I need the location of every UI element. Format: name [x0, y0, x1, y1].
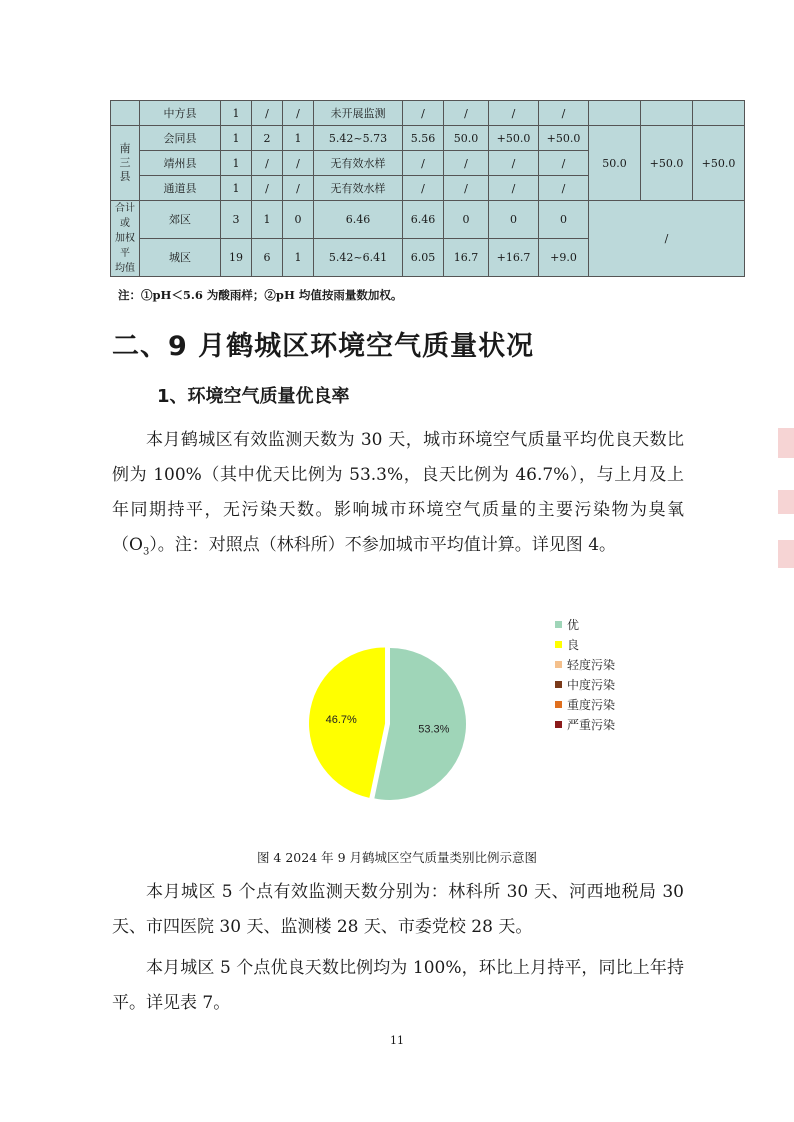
table-cell: /	[283, 176, 314, 201]
table-row	[111, 201, 745, 239]
legend-label: 重度污染	[567, 698, 616, 712]
subsection-heading: 1、环境空气质量优良率	[157, 386, 350, 407]
table-note: 注：①pH＜5.6 为酸雨样；②pH 均值按雨量数加权。	[118, 288, 403, 302]
table-cell: +16.7	[489, 239, 539, 277]
table-cell	[693, 101, 745, 126]
table-cell: 城区	[140, 239, 221, 277]
table-cell: 0	[489, 201, 539, 239]
section-heading: 二、9 月鹤城区环境空气质量状况	[112, 331, 535, 362]
table-cell: /	[283, 101, 314, 126]
table-cell: /	[444, 151, 489, 176]
legend-label: 严重污染	[567, 718, 616, 732]
table-cell: 无有效水样	[314, 151, 403, 176]
table-cell: 郊区	[140, 201, 221, 239]
table-cell: /	[283, 151, 314, 176]
table-row	[111, 126, 745, 151]
legend-label: 良	[567, 638, 580, 652]
table-cell: +50.0	[693, 126, 745, 201]
table-cell: /	[403, 151, 444, 176]
table-cell: +50.0	[539, 126, 589, 151]
table-cell: 1	[221, 151, 252, 176]
table-cell: 会同县	[140, 126, 221, 151]
table-cell: /	[489, 101, 539, 126]
legend-label: 轻度污染	[567, 658, 616, 672]
table-cell: 6	[252, 239, 283, 277]
legend-label: 中度污染	[567, 678, 616, 692]
figure-caption: 图 4 2024 年 9 月鹤城区空气质量类别比例示意图	[256, 850, 538, 865]
table-cell: /	[589, 201, 745, 277]
pie-slice-label: 46.7%	[325, 713, 357, 726]
paragraph-good-days-ratio: 本月城区 5 个点优良天数比例均为 100%，环比上月持平，同比上年持平。详见表 7。	[112, 958, 684, 1013]
legend-swatch	[555, 701, 562, 708]
table-cell	[111, 101, 140, 126]
stamp-fragment	[778, 428, 794, 458]
legend-swatch	[555, 641, 562, 648]
table-cell: 南 三 县	[111, 126, 140, 201]
table-cell: 靖州县	[140, 151, 221, 176]
table-cell: /	[539, 151, 589, 176]
pie-slice-label: 53.3%	[418, 723, 450, 736]
table-cell: 50.0	[589, 126, 641, 201]
table-cell: 5.42~5.73	[314, 126, 403, 151]
table-cell: 19	[221, 239, 252, 277]
table-cell: 通道县	[140, 176, 221, 201]
table-cell: 3	[221, 201, 252, 239]
page-number: 11	[390, 1034, 404, 1047]
paragraph-aqi-summary: 本月鹤城区有效监测天数为 30 天，城市环境空气质量平均优良天数比例为 100%（其中优天比例为 53.3%，良天比例为 46.7%），与上月及上年同期持平，无污染天数。影响城市环境空气质量的主要污染物为臭氧$(O_3)$。注：对照点（林科所）不参加城市平均值计算。详见图 4。	[112, 430, 684, 558]
legend-swatch	[555, 661, 562, 668]
stamp-fragment	[778, 540, 794, 568]
rainfall-table	[110, 100, 745, 277]
table-cell: 1	[221, 126, 252, 151]
table-cell: 1	[221, 101, 252, 126]
table-cell: /	[489, 151, 539, 176]
table-cell: 1	[283, 126, 314, 151]
legend-label: 优	[567, 618, 580, 632]
table-cell	[589, 101, 641, 126]
table-cell: 1	[252, 201, 283, 239]
table-cell: +9.0	[539, 239, 589, 277]
table-cell: /	[252, 101, 283, 126]
legend-swatch	[555, 621, 562, 628]
table-cell: /	[489, 176, 539, 201]
table-cell: 1	[283, 239, 314, 277]
legend-swatch	[555, 721, 562, 728]
table-cell: 0	[444, 201, 489, 239]
table-cell: /	[539, 176, 589, 201]
table-cell: 5.42~6.41	[314, 239, 403, 277]
table-cell: 0	[283, 201, 314, 239]
table-cell: /	[252, 176, 283, 201]
table-cell: /	[403, 101, 444, 126]
table-cell: +50.0	[489, 126, 539, 151]
table-cell: 6.05	[403, 239, 444, 277]
table-cell: /	[539, 101, 589, 126]
table-cell: 1	[221, 176, 252, 201]
table-cell: 6.46	[314, 201, 403, 239]
table-cell: /	[444, 101, 489, 126]
table-cell: 5.56	[403, 126, 444, 151]
paragraph-monitoring-days: 本月城区 5 个点有效监测天数分别为：林科所 30 天、河西地税局 30 天、市四医院 30 天、监测楼 28 天、市委党校 28 天。	[112, 882, 684, 937]
table-cell: 0	[539, 201, 589, 239]
table-cell: 中方县	[140, 101, 221, 126]
stamp-fragment	[778, 490, 794, 514]
table-cell: 50.0	[444, 126, 489, 151]
table-cell: 合计或 加权平 均值	[111, 201, 140, 277]
table-cell	[641, 101, 693, 126]
table-cell: /	[252, 151, 283, 176]
table-cell: 6.46	[403, 201, 444, 239]
table-cell: 2	[252, 126, 283, 151]
table-cell: /	[444, 176, 489, 201]
table-cell: 未开展监测	[314, 101, 403, 126]
legend-swatch	[555, 681, 562, 688]
table-cell: 16.7	[444, 239, 489, 277]
table-cell: +50.0	[641, 126, 693, 201]
table-cell: 无有效水样	[314, 176, 403, 201]
air-quality-pie-chart	[300, 614, 680, 824]
table-cell: /	[403, 176, 444, 201]
table-row	[111, 101, 745, 126]
